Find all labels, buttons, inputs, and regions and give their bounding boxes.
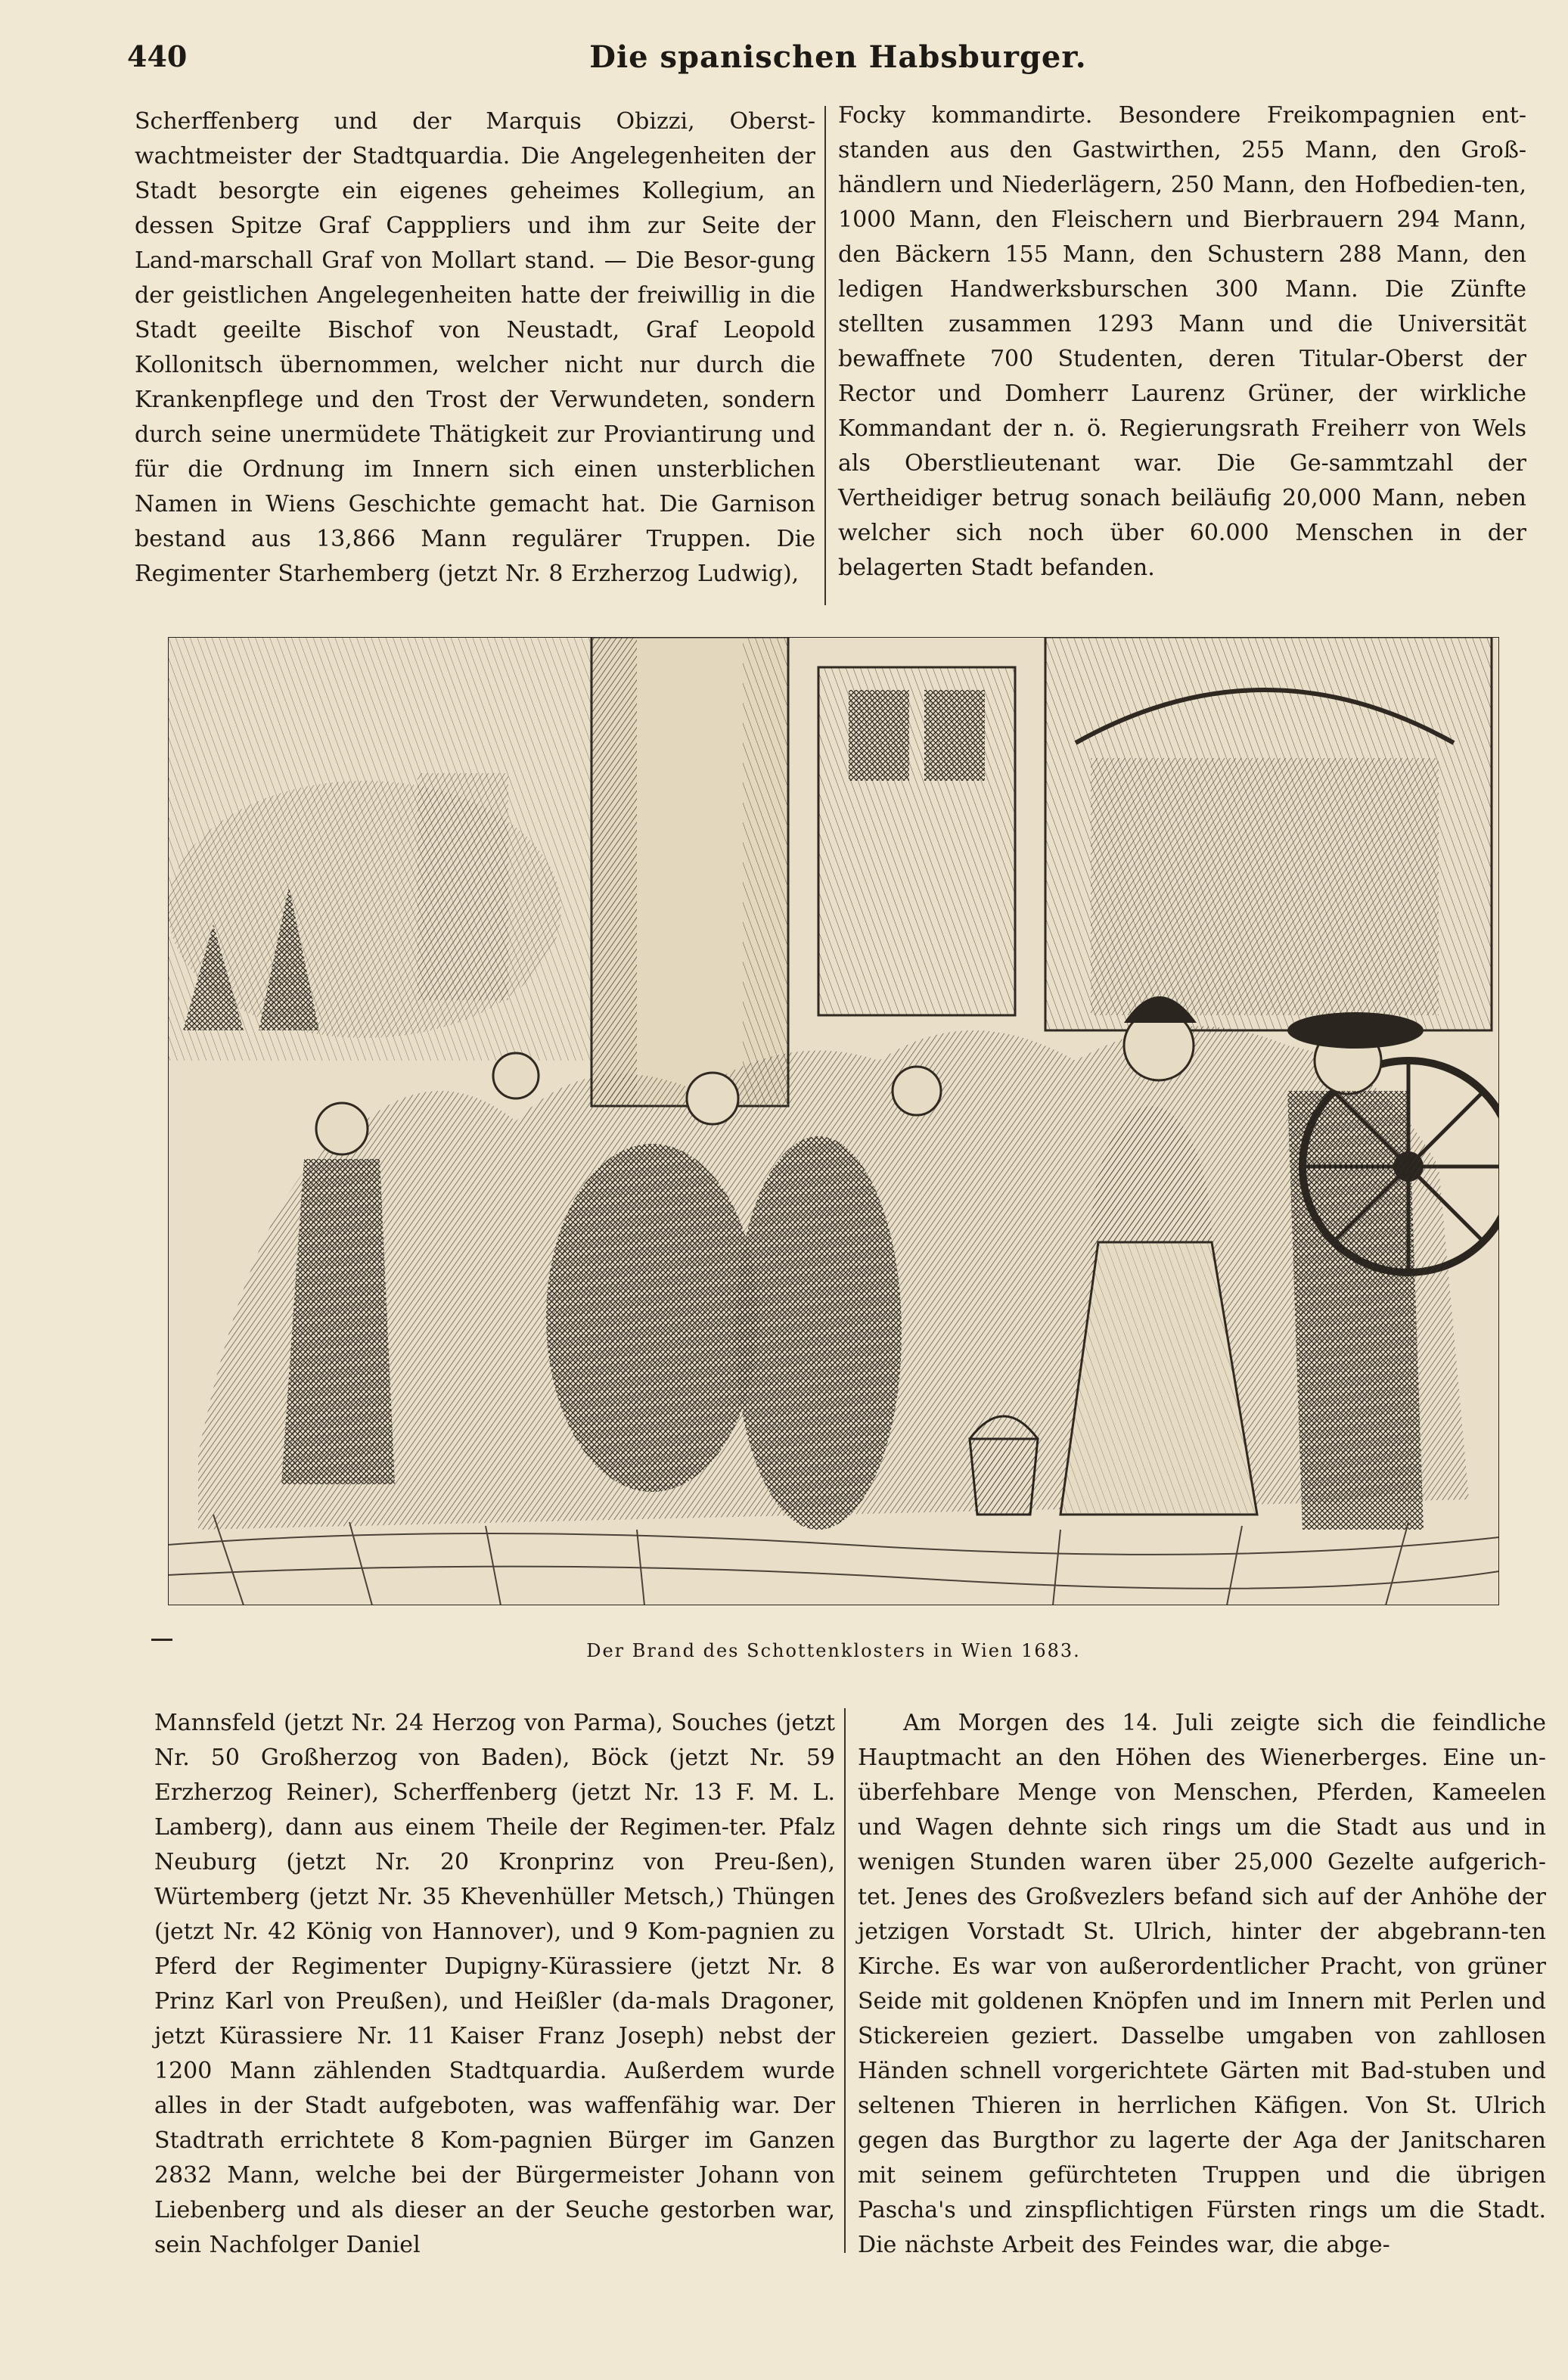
text-column-bottom-left bbox=[154, 1706, 835, 2263]
paragraph: Am Morgen des 14. Juli zeigte sich die feindliche Hauptmacht an den Höhen des Wienerberges. Eine un-überfehbare Menge von Menschen, Pferden, Kameelen und Wagen dehnte sich rings um die Stadt aus und in wenigen Stunden waren über 25,000 Gezelte aufgerich-tet. Jenes des Großvezlers befand sich auf der Anhöhe der jetzigen Vorstadt St. Ulrich, hinter der abgebrann-ten Kirche. Es war von außerordentlicher Pracht, von grüner Seide mit goldenen Knöpfen und im Innern mit Perlen und Stickereien geziert. Dasselbe umgaben von zahllosen Händen schnell vorgerichtete Gärten mit Bad-stuben und seltenen Thieren in herrlichen Käfigen. Von St. Ulrich gegen das Burgthor zu lagerte der Aga der Janitscharen mit seinem gefürchteten Truppen und die übrigen Pascha's und zinspflichtigen Fürsten rings um die Stadt. Die nächste Arbeit des Feindes war, die abge- bbox=[858, 1710, 1546, 2258]
column-divider bbox=[844, 1708, 846, 2253]
paragraph: Scherffenberg und der Marquis Obizzi, Oberst-wachtmeister der Stadtquardia. Die Angelegenheiten der Stadt besorgte ein eigenes geheimes Kollegium, an dessen Spitze Graf Capppliers und ihm zur Seite der Land-marschall Graf von Mollart stand. — Die Besor-gung der geistlichen Angelegenheiten hatte der freiwillig in die Stadt geeilte Bischof von Neustadt, Graf Leopold Kollonitsch übernommen, welcher nicht nur durch die Krankenpflege und den Trost der Verwundeten, sondern durch seine unermüdete Thätigkeit zur Proviantirung und für die Ordnung im Innern sich einen unsterblichen Namen in Wiens Geschichte gemacht hat. Die Garnison bestand aus 13,866 Mann regulärer Truppen. Die Regimenter Starhemberg (jetzt Nr. 8 Erzherzog Ludwig), bbox=[135, 108, 815, 587]
running-title: Die spanischen Habsburger. bbox=[589, 39, 1087, 75]
figure-caption: Der Brand des Schottenklosters in Wien 1683. bbox=[586, 1640, 1081, 1661]
text-column-bottom-right bbox=[858, 1706, 1546, 2263]
paragraph: Mannsfeld (jetzt Nr. 24 Herzog von Parma), Souches (jetzt Nr. 50 Großherzog von Baden), Böck (jetzt Nr. 59 Erzherzog Reiner), Scherffenberg (jetzt Nr. 13 F. M. L. Lamberg), dann aus einem Theile der Regimen-ter. Pfalz Neuburg (jetzt Nr. 20 Kronprinz von Preu-ßen), Würtemberg (jetzt Nr. 35 Khevenhüller Metsch,) Thüngen (jetzt Nr. 42 König von Hannover), und 9 Kom-pagnien zu Pferd der Regimenter Dupigny-Kürassiere (jetzt Nr. 8 Prinz Karl von Preußen), und Heißler (da-mals Dragoner, jetzt Kürassiere Nr. 11 Kaiser Franz Joseph) nebst der 1200 Mann zählenden Stadtquardia. Außerdem wurde alles in der Stadt aufgeboten, was waffenfähig war. Der Stadtrath errichtete 8 Kom-pagnien Bürger im Ganzen 2832 Mann, welche bei der Bürgermeister Johann von Liebenberg und als dieser an der Seuche gestorben war, sein Nachfolger Daniel bbox=[154, 1710, 835, 2258]
page-number: 440 bbox=[127, 39, 188, 73]
text-column-top-left bbox=[135, 104, 815, 592]
paragraph: Focky kommandirte. Besondere Freikompagnien ent-standen aus den Gastwirthen, 255 Mann, den Groß-händlern und Niederlägern, 250 Mann, den Hofbedien-ten, 1000 Mann, den Fleischern und Bierbrauern 294 Mann, den Bäckern 155 Mann, den Schustern 288 Mann, den ledigen Handwerksburschen 300 Mann. Die Zünfte stellten zusammen 1293 Mann und die Universität bewaffnete 700 Studenten, deren Titular-Oberst der Rector und Domherr Laurenz Grüner, der wirkliche Kommandant der n. ö. Regierungsrath Freiherr von Wels als Oberstlieutenant war. Die Ge-sammtzahl der Vertheidiger betrug sonach beiläufig 20,000 Mann, neben welcher sich noch über 60.000 Menschen in der belagerten Stadt befanden. bbox=[838, 102, 1526, 581]
text-column-top-right bbox=[838, 98, 1526, 586]
engraving-illustration bbox=[168, 637, 1499, 1605]
page-header bbox=[127, 39, 1549, 85]
column-divider bbox=[824, 106, 826, 605]
